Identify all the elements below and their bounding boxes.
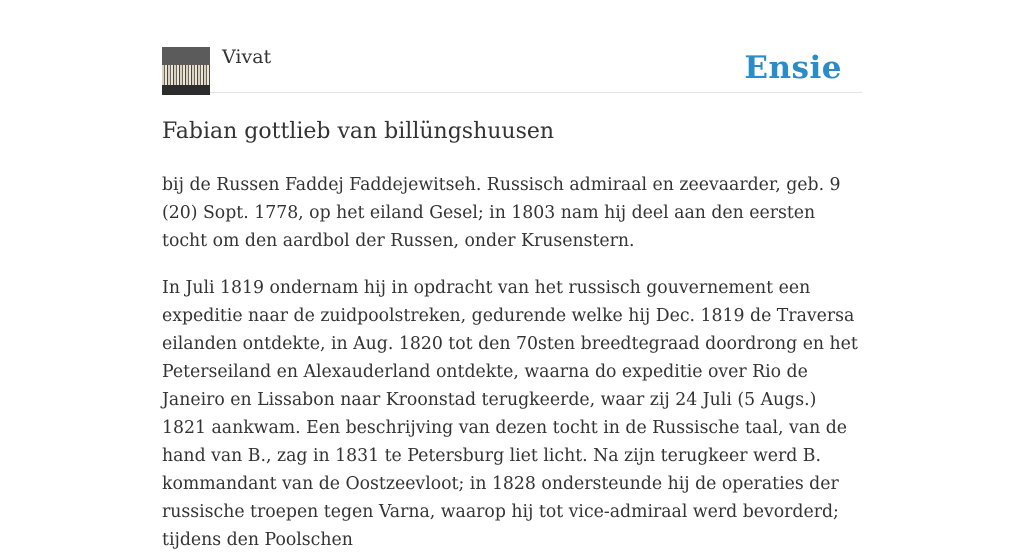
author-avatar[interactable] <box>162 47 210 95</box>
avatar-top <box>162 47 210 65</box>
article-paragraph-1: bij de Russen Faddej Faddejewitseh. Russisch admiraal en zeevaarder, geb. 9 (20) Sopt. 1778, op het eiland Gesel; in 1803 nam hij deel aan den eersten tocht om den aardbol der Russen, onder Krusenstern. <box>162 175 841 251</box>
author-name[interactable]: Vivat <box>222 46 272 68</box>
avatar-books <box>162 65 210 85</box>
article-container <box>162 0 862 554</box>
avatar-bottom <box>162 85 210 95</box>
article-title: Fabian gottlieb van billüngshuusen <box>162 119 555 144</box>
ensie-logo[interactable]: Ensie <box>744 50 842 86</box>
header <box>162 0 862 93</box>
article-paragraph-2: In Juli 1819 ondernam hij in opdracht van het russisch gouvernement een expeditie naar de zuidpoolstreken, gedurende welke hij Dec. 1819 de Traversa eilanden ontdekte, in Aug. 1820 tot den 70sten breedtegraad doordrong en het Peterseiland en Alexauderland ontdekte, waarna do expeditie over Rio de Janeiro en Lissabon naar Kroonstad terugkeerde, waar zij 24 Juli (5 Augs.) 1821 aankwam. Een beschrijving van dezen tocht in de Russische taal, van de hand van B., zag in 1831 te Petersburg liet licht. Na zijn terugkeer werd B. kommandant van de Oostzeevloot; in 1828 ondersteunde hij de operaties der russische troepen tegen Varna, waarop hij tot vice-admiraal werd bevorderd; tijdens den Poolschen <box>162 278 858 550</box>
